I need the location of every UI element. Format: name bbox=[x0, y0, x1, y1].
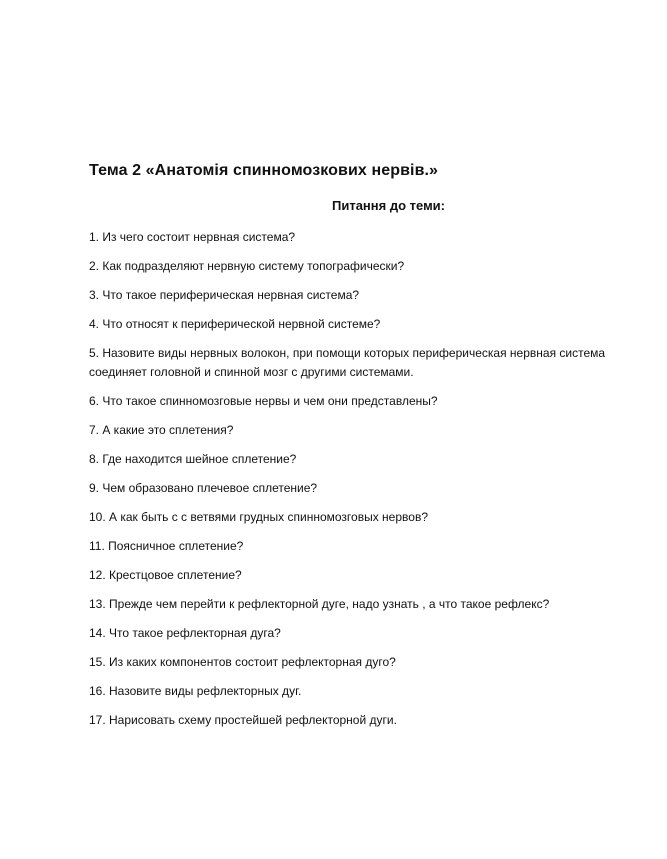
question-item: 4. Что относят к периферической нервной системе? bbox=[89, 317, 381, 331]
question-list bbox=[89, 228, 655, 740]
question-item: 5. Назовите виды нервных волокон, при помощи которых периферическая нервная система соединяет головной и спинной мозг с другими системами. bbox=[89, 346, 606, 379]
question-item: 6. Что такое спинномозговые нервы и чем они представлены? bbox=[89, 394, 438, 408]
question-item: 13. Прежде чем перейти к рефлекторной дуге, надо узнать , а что такое рефлекс? bbox=[89, 597, 550, 611]
question-item: 16. Назовите виды рефлекторных дуг. bbox=[89, 684, 302, 698]
document-subtitle: Питання до теми: bbox=[332, 198, 446, 213]
question-item: 15. Из каких компонентов состоит рефлекторная дуго? bbox=[89, 655, 396, 669]
question-item: 8. Где находится шейное сплетение? bbox=[89, 452, 297, 466]
question-item: 9. Чем образовано плечевое сплетение? bbox=[89, 481, 318, 495]
question-item: 1. Из чего состоит нервная система? bbox=[89, 230, 296, 244]
document-title: Тема 2 «Анатомія спинномозкових нервів.» bbox=[89, 162, 439, 179]
question-item: 3. Что такое периферическая нервная система? bbox=[89, 288, 360, 302]
question-item: 10. А как быть с с ветвями грудных спинномозговых нервов? bbox=[89, 510, 428, 524]
question-item: 7. А какие это сплетения? bbox=[89, 423, 234, 437]
question-item: 17. Нарисовать схему простейшей рефлекторной дуги. bbox=[89, 713, 397, 727]
question-item: 2. Как подразделяют нервную систему топографически? bbox=[89, 259, 405, 273]
question-item: 14. Что такое рефлекторная дуга? bbox=[89, 626, 281, 640]
question-item: 11. Поясничное сплетение? bbox=[89, 539, 244, 553]
question-item: 12. Крестцовое сплетение? bbox=[89, 568, 242, 582]
